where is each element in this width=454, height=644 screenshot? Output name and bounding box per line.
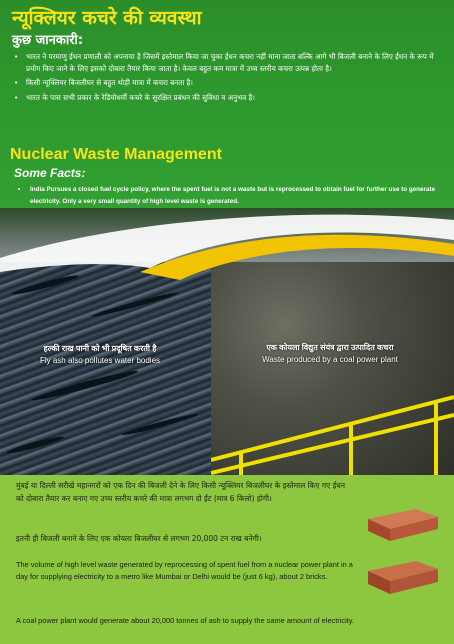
- ash-crack: [10, 273, 79, 297]
- hindi-fact-item: • किसी न्यूक्लियर बिजलीघर से बहुत थोड़ी मात्रा में कचरा बनता है।: [14, 77, 442, 89]
- english-subtitle: Some Facts:: [14, 166, 86, 180]
- ash-crack: [31, 368, 139, 403]
- english-fact-item: • India Pursues a closed fuel cycle policy, where the spent fuel is not a waste but is reprocessed to obtain fuel for further use to generate electricity. Only a very small quantity of high level waste is generated.: [18, 184, 442, 207]
- ash-crack: [121, 412, 200, 438]
- ash-crack: [5, 434, 65, 455]
- hindi-fact-list: [14, 51, 442, 106]
- hindi-title: न्यूक्लियर कचरे की व्यवस्था: [12, 7, 202, 29]
- coal-ash-comparison-english: A coal power plant would generate about 20,000 tonnes of ash to supply the same amount of electricity.: [16, 616, 354, 625]
- fly-ash-caption-hindi: हल्की राख पानी को भी प्रदूषित करती है: [43, 344, 157, 353]
- brick-icon: [364, 555, 442, 597]
- fly-ash-caption-english: Fly ash also pollutes water bodies: [39, 356, 161, 365]
- fly-ash-caption: [10, 343, 190, 367]
- hindi-subtitle: कुछ जानकारी:: [12, 33, 84, 48]
- fly-ash-photo: [0, 262, 211, 475]
- ash-crack: [91, 290, 179, 318]
- english-title: Nuclear Waste Management: [10, 146, 222, 163]
- water-background: [0, 208, 454, 268]
- coal-waste-caption: [230, 342, 430, 366]
- comparison-panel: [0, 475, 454, 644]
- coal-waste-caption-hindi: एक कोयला विद्युत संयंत्र द्वारा उत्पादित कचरा: [266, 343, 394, 352]
- coal-waste-caption-english: Waste produced by a coal power plant: [262, 355, 398, 364]
- nuclear-waste-comparison-english: The volume of high level waste generated by reprocessing of spent fuel from a nuclear power plant in a day for supplying electricity to a metro like Mumbai or Delhi would be (just 6 kg), about 2 bricks.: [16, 560, 353, 581]
- coal-ash-comparison-hindi: इतनी ही बिजली बनाने के लिए एक कोयला बिजलीघर से लगभग 20,000 टन राख बनेगी।: [16, 534, 262, 543]
- hindi-fact-item: • भारत के पास सभी प्रकार के रेडियोधर्मी कचरे के सुरक्षित प्रबंधन की सुविधा व अनुभव है।: [14, 92, 442, 104]
- hindi-fact-item: • भारत ने परमाणु ईंधन प्रणाली को अपनाया है जिसमें इस्तेमाल किया जा चुका ईंधन कचरा नहीं माना जाता बल्कि आगे भी बिजली बनाने के लिए ईंधन के रूप में प्रयोग किए जाने के लिए इसको दोबारा तैयार किया जाता है। केवल बहुत कम मात्रा में उच्च स्तरीय कचरा उत्पन्न होता है।: [14, 51, 442, 74]
- nuclear-waste-comparison-hindi: मुंबई या दिल्ली सरीखे महानगरों को एक दिन की बिजली देने के लिए किसी न्यूक्लियर बिजलीघर के इस्तेमाल किए गए ईंधन को दोबारा तैयार कर बनाए गए उच्च स्तरीय कचरे की मात्रा लगभग दो ईंट (मात्र 6 किलो) होगी।: [16, 481, 346, 503]
- brick-icon: [364, 503, 442, 543]
- coal-waste-photo: [211, 262, 454, 475]
